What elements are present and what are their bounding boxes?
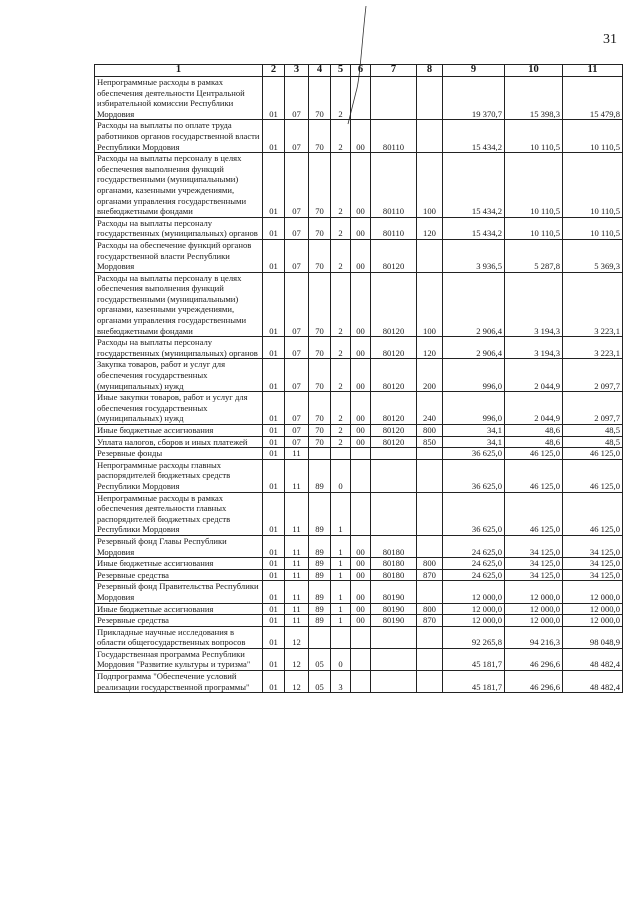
column-header-9: 9 xyxy=(443,65,505,77)
cell-col-9: 24 625,0 xyxy=(443,558,505,570)
expense-name-cell: Уплата налогов, сборов и иных платежей xyxy=(95,436,263,448)
cell-col-6 xyxy=(351,492,371,535)
cell-col-4: 05 xyxy=(309,648,331,670)
column-header-2: 2 xyxy=(263,65,285,77)
cell-col-11: 15 479,8 xyxy=(563,77,623,120)
cell-col-5: 2 xyxy=(331,217,351,239)
cell-col-6: 00 xyxy=(351,425,371,437)
expense-name-cell: Непрограммные расходы в рамках обеспечения деятельности Центральной избирательной комиссии Республики Мордовия xyxy=(95,77,263,120)
cell-col-11: 12 000,0 xyxy=(563,581,623,603)
cell-col-9: 36 625,0 xyxy=(443,459,505,492)
cell-col-11: 12 000,0 xyxy=(563,603,623,615)
cell-col-3: 11 xyxy=(285,535,309,557)
cell-col-4: 89 xyxy=(309,569,331,581)
cell-col-8 xyxy=(417,492,443,535)
cell-col-10: 15 398,3 xyxy=(505,77,563,120)
cell-col-8 xyxy=(417,77,443,120)
table-row xyxy=(95,425,623,437)
table-row xyxy=(95,648,623,670)
cell-col-7: 80110 xyxy=(371,120,417,153)
expense-name-cell: Расходы на выплаты персоналу государственных (муниципальных) органов xyxy=(95,217,263,239)
cell-col-7: 80190 xyxy=(371,603,417,615)
table-row xyxy=(95,492,623,535)
cell-col-4: 89 xyxy=(309,581,331,603)
cell-col-3: 07 xyxy=(285,120,309,153)
cell-col-5: 2 xyxy=(331,239,351,272)
cell-col-8: 850 xyxy=(417,436,443,448)
cell-col-4: 70 xyxy=(309,217,331,239)
cell-col-9: 36 625,0 xyxy=(443,492,505,535)
cell-col-11: 2 097,7 xyxy=(563,359,623,392)
cell-col-8: 100 xyxy=(417,153,443,218)
cell-col-6: 00 xyxy=(351,535,371,557)
cell-col-11: 34 125,0 xyxy=(563,569,623,581)
cell-col-8 xyxy=(417,648,443,670)
cell-col-5: 1 xyxy=(331,535,351,557)
cell-col-9: 45 181,7 xyxy=(443,671,505,693)
table-row xyxy=(95,120,623,153)
cell-col-4 xyxy=(309,448,331,460)
cell-col-10: 48,6 xyxy=(505,436,563,448)
cell-col-6 xyxy=(351,626,371,648)
cell-col-9: 12 000,0 xyxy=(443,581,505,603)
cell-col-4: 70 xyxy=(309,239,331,272)
cell-col-7 xyxy=(371,459,417,492)
cell-col-2: 01 xyxy=(263,615,285,627)
page-number: 31 xyxy=(603,32,617,47)
column-header-6: 6 xyxy=(351,65,371,77)
cell-col-11: 34 125,0 xyxy=(563,558,623,570)
cell-col-11: 48 482,4 xyxy=(563,671,623,693)
cell-col-11: 48 482,4 xyxy=(563,648,623,670)
cell-col-2: 01 xyxy=(263,436,285,448)
cell-col-10: 12 000,0 xyxy=(505,603,563,615)
cell-col-4: 89 xyxy=(309,459,331,492)
cell-col-6 xyxy=(351,459,371,492)
expense-name-cell: Расходы на обеспечение функций органов государственной власти Республики Мордовия xyxy=(95,239,263,272)
cell-col-9: 15 434,2 xyxy=(443,120,505,153)
cell-col-5: 0 xyxy=(331,459,351,492)
cell-col-2: 01 xyxy=(263,448,285,460)
table-row xyxy=(95,581,623,603)
cell-col-2: 01 xyxy=(263,648,285,670)
cell-col-11: 3 223,1 xyxy=(563,272,623,337)
cell-col-7: 80190 xyxy=(371,615,417,627)
cell-col-9: 12 000,0 xyxy=(443,603,505,615)
cell-col-11: 46 125,0 xyxy=(563,448,623,460)
cell-col-7: 80180 xyxy=(371,558,417,570)
cell-col-2: 01 xyxy=(263,671,285,693)
cell-col-4: 89 xyxy=(309,558,331,570)
cell-col-8: 100 xyxy=(417,272,443,337)
cell-col-6: 00 xyxy=(351,392,371,425)
cell-col-4 xyxy=(309,626,331,648)
cell-col-11: 12 000,0 xyxy=(563,615,623,627)
cell-col-10: 46 125,0 xyxy=(505,448,563,460)
expense-name-cell: Расходы на выплаты персоналу в целях обеспечения выполнения функций государственными (муниципальными) органами, казенными учреждениями, органами управления государственными внебюджетными фондами xyxy=(95,272,263,337)
cell-col-8 xyxy=(417,581,443,603)
cell-col-7: 80120 xyxy=(371,359,417,392)
cell-col-9: 24 625,0 xyxy=(443,535,505,557)
cell-col-3: 11 xyxy=(285,569,309,581)
cell-col-3: 11 xyxy=(285,459,309,492)
table-row xyxy=(95,436,623,448)
cell-col-8: 200 xyxy=(417,359,443,392)
expense-name-cell: Резервные средства xyxy=(95,569,263,581)
expense-name-cell: Подпрограмма "Обеспечение условий реализации государственной программы" xyxy=(95,671,263,693)
cell-col-3: 07 xyxy=(285,239,309,272)
cell-col-11: 98 048,9 xyxy=(563,626,623,648)
budget-table xyxy=(94,64,623,693)
expense-name-cell: Расходы на выплаты по оплате труда работников органов государственной власти Республики Мордовия xyxy=(95,120,263,153)
expense-name-cell: Резервный фонд Главы Республики Мордовия xyxy=(95,535,263,557)
expense-name-cell: Резервные средства xyxy=(95,615,263,627)
cell-col-10: 12 000,0 xyxy=(505,615,563,627)
cell-col-9: 996,0 xyxy=(443,392,505,425)
cell-col-4: 89 xyxy=(309,535,331,557)
cell-col-4: 70 xyxy=(309,392,331,425)
cell-col-9: 24 625,0 xyxy=(443,569,505,581)
table-row xyxy=(95,626,623,648)
column-header-7: 7 xyxy=(371,65,417,77)
cell-col-11: 34 125,0 xyxy=(563,535,623,557)
cell-col-2: 01 xyxy=(263,239,285,272)
cell-col-5: 3 xyxy=(331,671,351,693)
cell-col-6 xyxy=(351,77,371,120)
cell-col-8 xyxy=(417,626,443,648)
column-header-11: 11 xyxy=(563,65,623,77)
table-row xyxy=(95,337,623,359)
cell-col-10: 2 044,9 xyxy=(505,392,563,425)
table-body xyxy=(95,77,623,693)
table-row xyxy=(95,153,623,218)
cell-col-3: 07 xyxy=(285,153,309,218)
cell-col-2: 01 xyxy=(263,272,285,337)
cell-col-10: 2 044,9 xyxy=(505,359,563,392)
cell-col-9: 2 906,4 xyxy=(443,272,505,337)
cell-col-9: 2 906,4 xyxy=(443,337,505,359)
cell-col-7: 80120 xyxy=(371,392,417,425)
cell-col-6: 00 xyxy=(351,120,371,153)
cell-col-6: 00 xyxy=(351,337,371,359)
cell-col-10: 46 125,0 xyxy=(505,459,563,492)
cell-col-9: 15 434,2 xyxy=(443,217,505,239)
cell-col-5: 2 xyxy=(331,77,351,120)
cell-col-7: 80120 xyxy=(371,337,417,359)
cell-col-8: 120 xyxy=(417,337,443,359)
cell-col-11: 5 369,3 xyxy=(563,239,623,272)
cell-col-9: 996,0 xyxy=(443,359,505,392)
expense-name-cell: Иные бюджетные ассигнования xyxy=(95,558,263,570)
table-row xyxy=(95,569,623,581)
cell-col-2: 01 xyxy=(263,459,285,492)
cell-col-3: 12 xyxy=(285,648,309,670)
cell-col-5: 0 xyxy=(331,648,351,670)
cell-col-10: 3 194,3 xyxy=(505,337,563,359)
cell-col-2: 01 xyxy=(263,492,285,535)
cell-col-10: 5 287,8 xyxy=(505,239,563,272)
cell-col-5: 2 xyxy=(331,392,351,425)
cell-col-6: 00 xyxy=(351,615,371,627)
cell-col-9: 92 265,8 xyxy=(443,626,505,648)
cell-col-2: 01 xyxy=(263,77,285,120)
cell-col-4: 70 xyxy=(309,337,331,359)
cell-col-9: 34,1 xyxy=(443,425,505,437)
cell-col-3: 07 xyxy=(285,436,309,448)
cell-col-9: 45 181,7 xyxy=(443,648,505,670)
table-row xyxy=(95,535,623,557)
table-row xyxy=(95,615,623,627)
cell-col-10: 94 216,3 xyxy=(505,626,563,648)
table-row xyxy=(95,558,623,570)
table-row xyxy=(95,671,623,693)
cell-col-6: 00 xyxy=(351,239,371,272)
cell-col-10: 34 125,0 xyxy=(505,558,563,570)
cell-col-3: 12 xyxy=(285,671,309,693)
cell-col-5: 1 xyxy=(331,603,351,615)
cell-col-2: 01 xyxy=(263,603,285,615)
cell-col-7: 80180 xyxy=(371,569,417,581)
cell-col-2: 01 xyxy=(263,217,285,239)
cell-col-8: 120 xyxy=(417,217,443,239)
table-row xyxy=(95,459,623,492)
table-row xyxy=(95,217,623,239)
cell-col-8: 800 xyxy=(417,425,443,437)
cell-col-10: 3 194,3 xyxy=(505,272,563,337)
table-row xyxy=(95,359,623,392)
cell-col-6: 00 xyxy=(351,217,371,239)
cell-col-4: 70 xyxy=(309,425,331,437)
cell-col-7: 80180 xyxy=(371,535,417,557)
cell-col-9: 12 000,0 xyxy=(443,615,505,627)
cell-col-6 xyxy=(351,648,371,670)
column-header-3: 3 xyxy=(285,65,309,77)
expense-name-cell: Государственная программа Республики Мордовия "Развитие культуры и туризма" xyxy=(95,648,263,670)
cell-col-4: 70 xyxy=(309,153,331,218)
cell-col-6 xyxy=(351,671,371,693)
cell-col-2: 01 xyxy=(263,626,285,648)
cell-col-4: 89 xyxy=(309,603,331,615)
expense-name-cell: Иные бюджетные ассигнования xyxy=(95,603,263,615)
cell-col-5: 2 xyxy=(331,436,351,448)
cell-col-6: 00 xyxy=(351,359,371,392)
cell-col-3: 07 xyxy=(285,425,309,437)
cell-col-8: 800 xyxy=(417,603,443,615)
cell-col-2: 01 xyxy=(263,359,285,392)
table-row xyxy=(95,448,623,460)
cell-col-11: 46 125,0 xyxy=(563,492,623,535)
cell-col-8: 870 xyxy=(417,615,443,627)
cell-col-5 xyxy=(331,448,351,460)
expense-name-cell: Расходы на выплаты персоналу в целях обеспечения выполнения функций государственными (муниципальными) органами, казенными учреждениями, органами управления государственными внебюджетными фондами xyxy=(95,153,263,218)
cell-col-5: 1 xyxy=(331,581,351,603)
cell-col-8: 800 xyxy=(417,558,443,570)
cell-col-8 xyxy=(417,120,443,153)
cell-col-2: 01 xyxy=(263,581,285,603)
column-header-1: 1 xyxy=(95,65,263,77)
cell-col-2: 01 xyxy=(263,337,285,359)
cell-col-11: 2 097,7 xyxy=(563,392,623,425)
cell-col-7: 80120 xyxy=(371,239,417,272)
cell-col-5: 1 xyxy=(331,569,351,581)
cell-col-5 xyxy=(331,626,351,648)
cell-col-2: 01 xyxy=(263,120,285,153)
cell-col-4: 89 xyxy=(309,615,331,627)
cell-col-10: 34 125,0 xyxy=(505,535,563,557)
cell-col-10: 10 110,5 xyxy=(505,120,563,153)
cell-col-11: 48,5 xyxy=(563,425,623,437)
column-header-8: 8 xyxy=(417,65,443,77)
table-row xyxy=(95,239,623,272)
cell-col-6: 00 xyxy=(351,558,371,570)
cell-col-10: 48,6 xyxy=(505,425,563,437)
cell-col-10: 10 110,5 xyxy=(505,153,563,218)
cell-col-6: 00 xyxy=(351,603,371,615)
table-header-row xyxy=(95,65,623,77)
cell-col-4: 89 xyxy=(309,492,331,535)
cell-col-2: 01 xyxy=(263,392,285,425)
cell-col-2: 01 xyxy=(263,425,285,437)
cell-col-7: 80120 xyxy=(371,272,417,337)
cell-col-3: 07 xyxy=(285,77,309,120)
cell-col-7 xyxy=(371,648,417,670)
expense-name-cell: Иные закупки товаров, работ и услуг для обеспечения государственных (муниципальных) нужд xyxy=(95,392,263,425)
table-row xyxy=(95,77,623,120)
cell-col-7: 80190 xyxy=(371,581,417,603)
cell-col-5: 2 xyxy=(331,153,351,218)
cell-col-3: 11 xyxy=(285,603,309,615)
cell-col-4: 70 xyxy=(309,272,331,337)
cell-col-5: 2 xyxy=(331,120,351,153)
cell-col-11: 48,5 xyxy=(563,436,623,448)
column-header-5: 5 xyxy=(331,65,351,77)
cell-col-7: 80120 xyxy=(371,436,417,448)
cell-col-9: 36 625,0 xyxy=(443,448,505,460)
cell-col-3: 11 xyxy=(285,615,309,627)
cell-col-11: 46 125,0 xyxy=(563,459,623,492)
cell-col-11: 10 110,5 xyxy=(563,120,623,153)
cell-col-6 xyxy=(351,448,371,460)
cell-col-3: 07 xyxy=(285,272,309,337)
cell-col-2: 01 xyxy=(263,535,285,557)
cell-col-8: 870 xyxy=(417,569,443,581)
cell-col-3: 07 xyxy=(285,337,309,359)
cell-col-5: 2 xyxy=(331,359,351,392)
column-header-4: 4 xyxy=(309,65,331,77)
cell-col-7: 80120 xyxy=(371,425,417,437)
cell-col-7: 80110 xyxy=(371,217,417,239)
cell-col-4: 70 xyxy=(309,359,331,392)
cell-col-5: 1 xyxy=(331,615,351,627)
cell-col-8 xyxy=(417,535,443,557)
cell-col-3: 11 xyxy=(285,492,309,535)
cell-col-7 xyxy=(371,671,417,693)
expense-name-cell: Расходы на выплаты персоналу государственных (муниципальных) органов xyxy=(95,337,263,359)
column-header-10: 10 xyxy=(505,65,563,77)
cell-col-8: 240 xyxy=(417,392,443,425)
expense-name-cell: Резервные фонды xyxy=(95,448,263,460)
cell-col-10: 12 000,0 xyxy=(505,581,563,603)
expense-name-cell: Закупка товаров, работ и услуг для обеспечения государственных (муниципальных) нужд xyxy=(95,359,263,392)
cell-col-4: 70 xyxy=(309,77,331,120)
cell-col-8 xyxy=(417,459,443,492)
cell-col-8 xyxy=(417,239,443,272)
cell-col-10: 46 296,6 xyxy=(505,648,563,670)
cell-col-5: 1 xyxy=(331,492,351,535)
cell-col-3: 07 xyxy=(285,392,309,425)
cell-col-10: 34 125,0 xyxy=(505,569,563,581)
cell-col-3: 12 xyxy=(285,626,309,648)
cell-col-5: 2 xyxy=(331,425,351,437)
cell-col-10: 46 125,0 xyxy=(505,492,563,535)
cell-col-11: 3 223,1 xyxy=(563,337,623,359)
cell-col-8 xyxy=(417,671,443,693)
cell-col-2: 01 xyxy=(263,153,285,218)
cell-col-4: 70 xyxy=(309,120,331,153)
cell-col-6: 00 xyxy=(351,153,371,218)
cell-col-11: 10 110,5 xyxy=(563,153,623,218)
cell-col-6: 00 xyxy=(351,569,371,581)
table-row xyxy=(95,603,623,615)
table-row xyxy=(95,392,623,425)
cell-col-7 xyxy=(371,626,417,648)
table-row xyxy=(95,272,623,337)
cell-col-6: 00 xyxy=(351,272,371,337)
cell-col-9: 15 434,2 xyxy=(443,153,505,218)
cell-col-7 xyxy=(371,492,417,535)
cell-col-2: 01 xyxy=(263,569,285,581)
cell-col-7 xyxy=(371,77,417,120)
cell-col-9: 3 936,5 xyxy=(443,239,505,272)
expense-name-cell: Резервный фонд Правительства Республики Мордовия xyxy=(95,581,263,603)
cell-col-2: 01 xyxy=(263,558,285,570)
cell-col-5: 2 xyxy=(331,272,351,337)
cell-col-10: 46 296,6 xyxy=(505,671,563,693)
expense-name-cell: Иные бюджетные ассигнования xyxy=(95,425,263,437)
cell-col-3: 11 xyxy=(285,558,309,570)
cell-col-8 xyxy=(417,448,443,460)
expense-name-cell: Непрограммные расходы в рамках обеспечения деятельности главных распорядителей бюджетных средств Республики Мордовия xyxy=(95,492,263,535)
cell-col-9: 19 370,7 xyxy=(443,77,505,120)
cell-col-7: 80110 xyxy=(371,153,417,218)
cell-col-4: 05 xyxy=(309,671,331,693)
cell-col-6: 00 xyxy=(351,581,371,603)
cell-col-4: 70 xyxy=(309,436,331,448)
cell-col-3: 07 xyxy=(285,217,309,239)
cell-col-6: 00 xyxy=(351,436,371,448)
cell-col-3: 11 xyxy=(285,448,309,460)
cell-col-5: 1 xyxy=(331,558,351,570)
cell-col-11: 10 110,5 xyxy=(563,217,623,239)
cell-col-5: 2 xyxy=(331,337,351,359)
cell-col-7 xyxy=(371,448,417,460)
cell-col-9: 34,1 xyxy=(443,436,505,448)
cell-col-3: 07 xyxy=(285,359,309,392)
cell-col-3: 11 xyxy=(285,581,309,603)
expense-name-cell: Прикладные научные исследования в области общегосударственных вопросов xyxy=(95,626,263,648)
cell-col-10: 10 110,5 xyxy=(505,217,563,239)
expense-name-cell: Непрограммные расходы главных распорядителей бюджетных средств Республики Мордовия xyxy=(95,459,263,492)
